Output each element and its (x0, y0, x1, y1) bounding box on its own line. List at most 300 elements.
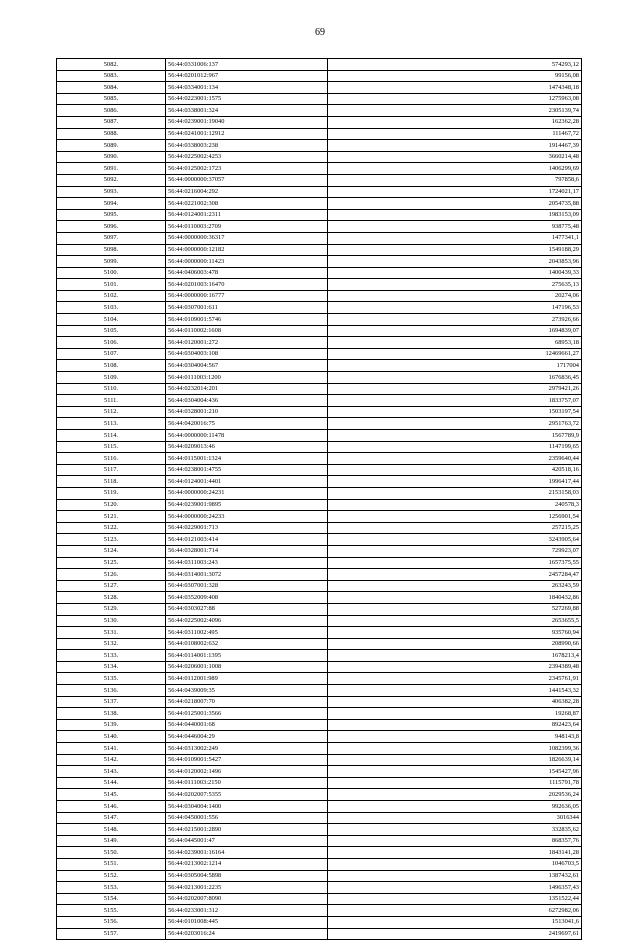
row-number: 5142. (57, 754, 166, 766)
table-row (57, 209, 582, 221)
table-row (57, 615, 582, 627)
cadastral-value: 2979421,26 (328, 383, 582, 395)
cadastral-number: 56:44:0121003:414 (166, 534, 328, 546)
cadastral-number: 56:44:0206001:1008 (166, 661, 328, 673)
table-row (57, 82, 582, 94)
row-number: 5138. (57, 708, 166, 720)
cadastral-number: 56:44:0000000:24233 (166, 511, 328, 523)
cadastral-number: 56:44:0238001:4755 (166, 464, 328, 476)
row-number: 5086. (57, 105, 166, 117)
cadastral-number: 56:44:0115001:1324 (166, 453, 328, 465)
cadastral-value: 1983153,09 (328, 209, 582, 221)
cadastral-value: 3243905,64 (328, 534, 582, 546)
cadastral-number: 56:44:0229001:713 (166, 522, 328, 534)
cadastral-number: 56:44:0124001:2311 (166, 209, 328, 221)
cadastral-value: 938775,48 (328, 221, 582, 233)
cadastral-number: 56:44:0311002:495 (166, 627, 328, 639)
cadastral-number: 56:44:0338001:324 (166, 105, 328, 117)
cadastral-number: 56:44:0338003:238 (166, 140, 328, 152)
row-number: 5089. (57, 140, 166, 152)
cadastral-value: 2029536,24 (328, 789, 582, 801)
table-row (57, 267, 582, 279)
cadastral-value: 797858,6 (328, 174, 582, 186)
row-number: 5148. (57, 824, 166, 836)
cadastral-value: 1496357,43 (328, 882, 582, 894)
table-row (57, 511, 582, 523)
cadastral-number: 56:44:0213002:1214 (166, 858, 328, 870)
row-number: 5108. (57, 360, 166, 372)
cadastral-number: 56:44:0120002:1496 (166, 766, 328, 778)
cadastral-number: 56:44:0101008:445 (166, 916, 328, 928)
cadastral-value: 3016344 (328, 812, 582, 824)
cadastral-value: 1387432,61 (328, 870, 582, 882)
row-number: 5082. (57, 59, 166, 71)
table-row (57, 406, 582, 418)
cadastral-value: 1996417,44 (328, 476, 582, 488)
row-number: 5136. (57, 685, 166, 697)
cadastral-value: 1441543,32 (328, 685, 582, 697)
cadastral-number: 56:44:0311003:243 (166, 557, 328, 569)
row-number: 5129. (57, 603, 166, 615)
cadastral-number: 56:44:0239001:9895 (166, 499, 328, 511)
cadastral-value: 1351522,44 (328, 893, 582, 905)
row-number: 5128. (57, 592, 166, 604)
cadastral-number: 56:44:0223001:1575 (166, 93, 328, 105)
cadastral-number: 56:44:0406003:478 (166, 267, 328, 279)
table-row (57, 221, 582, 233)
row-number: 5141. (57, 743, 166, 755)
cadastral-value: 19268,87 (328, 708, 582, 720)
table-row (57, 383, 582, 395)
row-number: 5097. (57, 232, 166, 244)
table-row (57, 499, 582, 511)
row-number: 5155. (57, 905, 166, 917)
cadastral-number: 56:44:0209013:46 (166, 441, 328, 453)
cadastral-number: 56:44:0305004:5898 (166, 870, 328, 882)
cadastral-value: 992636,05 (328, 801, 582, 813)
table-row (57, 337, 582, 349)
cadastral-number: 56:44:0446004:29 (166, 731, 328, 743)
row-number: 5130. (57, 615, 166, 627)
table-row (57, 812, 582, 824)
table-row (57, 290, 582, 302)
cadastral-value: 240578,3 (328, 499, 582, 511)
table-row (57, 603, 582, 615)
cadastral-number: 56:44:0000000:16777 (166, 290, 328, 302)
row-number: 5100. (57, 267, 166, 279)
cadastral-value: 2054735,88 (328, 198, 582, 210)
table-row (57, 685, 582, 697)
row-number: 5133. (57, 650, 166, 662)
row-number: 5119. (57, 487, 166, 499)
row-number: 5154. (57, 893, 166, 905)
cadastral-number: 56:44:0233001:312 (166, 905, 328, 917)
table-row (57, 186, 582, 198)
table-row (57, 70, 582, 82)
cadastral-value: 1826639,14 (328, 754, 582, 766)
cadastral-value: 3660214,48 (328, 151, 582, 163)
cadastral-value: 99156,08 (328, 70, 582, 82)
table-row (57, 789, 582, 801)
cadastral-value: 2951763,72 (328, 418, 582, 430)
cadastral-value: 2394389,48 (328, 661, 582, 673)
cadastral-value: 1678213,4 (328, 650, 582, 662)
cadastral-number: 56:44:0313002:249 (166, 743, 328, 755)
cadastral-number: 56:44:0450001:556 (166, 812, 328, 824)
table-row (57, 464, 582, 476)
cadastral-number: 56:44:0445001:47 (166, 835, 328, 847)
row-number: 5084. (57, 82, 166, 94)
row-number: 5152. (57, 870, 166, 882)
table-row (57, 766, 582, 778)
cadastral-value: 1676836,45 (328, 372, 582, 384)
cadastral-number: 56:44:0304004:1400 (166, 801, 328, 813)
cadastral-number: 56:44:0202007:8090 (166, 893, 328, 905)
cadastral-value: 935760,94 (328, 627, 582, 639)
row-number: 5134. (57, 661, 166, 673)
cadastral-value: 1545427,96 (328, 766, 582, 778)
table-row (57, 105, 582, 117)
cadastral-number: 56:44:0304004:567 (166, 360, 328, 372)
row-number: 5109. (57, 372, 166, 384)
cadastral-number: 56:44:0307001:611 (166, 302, 328, 314)
cadastral-value: 868357,76 (328, 835, 582, 847)
cadastral-number: 56:44:0000000:36317 (166, 232, 328, 244)
cadastral-number: 56:44:0109001:5427 (166, 754, 328, 766)
cadastral-value: 111467,72 (328, 128, 582, 140)
cadastral-value: 1513041,6 (328, 916, 582, 928)
cadastral-value: 527269,88 (328, 603, 582, 615)
row-number: 5105. (57, 325, 166, 337)
table-row (57, 325, 582, 337)
cadastral-number: 56:44:0110002:1608 (166, 325, 328, 337)
row-number: 5110. (57, 383, 166, 395)
cadastral-number: 56:44:0124001:4401 (166, 476, 328, 488)
cadastral-number: 56:44:0440001:68 (166, 719, 328, 731)
cadastral-number: 56:44:0125002:1723 (166, 163, 328, 175)
cadastral-value: 2457284,47 (328, 569, 582, 581)
cadastral-value: 948143,8 (328, 731, 582, 743)
row-number: 5095. (57, 209, 166, 221)
cadastral-number: 56:44:0420016:75 (166, 418, 328, 430)
table-row (57, 163, 582, 175)
cadastral-value: 574293,12 (328, 59, 582, 71)
row-number: 5157. (57, 928, 166, 940)
row-number: 5085. (57, 93, 166, 105)
cadastral-number: 56:44:0239001:19040 (166, 116, 328, 128)
cadastral-value: 1694839,07 (328, 325, 582, 337)
cadastral-value: 1115791,78 (328, 777, 582, 789)
cadastral-value: 1914467,39 (328, 140, 582, 152)
table-row (57, 847, 582, 859)
table-row (57, 174, 582, 186)
cadastral-value: 1477341,1 (328, 232, 582, 244)
row-number: 5106. (57, 337, 166, 349)
row-number: 5127. (57, 580, 166, 592)
row-number: 5120. (57, 499, 166, 511)
table-row (57, 244, 582, 256)
table-row (57, 476, 582, 488)
cadastral-value: 1275963,08 (328, 93, 582, 105)
table-row (57, 314, 582, 326)
table-row (57, 916, 582, 928)
row-number: 5111. (57, 395, 166, 407)
row-number: 5149. (57, 835, 166, 847)
cadastral-number: 56:44:0000000:12182 (166, 244, 328, 256)
cadastral-value: 2153158,03 (328, 487, 582, 499)
cadastral-value: 1717004 (328, 360, 582, 372)
table-row (57, 418, 582, 430)
cadastral-number: 56:44:0328001:714 (166, 545, 328, 557)
table-row (57, 580, 582, 592)
row-number: 5122. (57, 522, 166, 534)
row-number: 5115. (57, 441, 166, 453)
table-row (57, 801, 582, 813)
table-row (57, 592, 582, 604)
table-row (57, 557, 582, 569)
table-row (57, 59, 582, 71)
table-row (57, 198, 582, 210)
cadastral-value: 1082399,36 (328, 743, 582, 755)
cadastral-value: 2043853,96 (328, 256, 582, 268)
table-row (57, 348, 582, 360)
cadastral-number: 56:44:0000000:11423 (166, 256, 328, 268)
cadastral-value: 1567789,9 (328, 430, 582, 442)
row-number: 5098. (57, 244, 166, 256)
table-body (57, 59, 582, 940)
cadastral-number: 56:44:0108002:632 (166, 638, 328, 650)
row-number: 5083. (57, 70, 166, 82)
table-row (57, 882, 582, 894)
row-number: 5132. (57, 638, 166, 650)
row-number: 5091. (57, 163, 166, 175)
cadastral-value: 406382,28 (328, 696, 582, 708)
row-number: 5116. (57, 453, 166, 465)
table-row (57, 754, 582, 766)
row-number: 5094. (57, 198, 166, 210)
row-number: 5150. (57, 847, 166, 859)
row-number: 5088. (57, 128, 166, 140)
table-row (57, 522, 582, 534)
cadastral-value: 1046703,5 (328, 858, 582, 870)
table-row (57, 279, 582, 291)
table-row (57, 487, 582, 499)
table-row (57, 835, 582, 847)
cadastral-value: 275635,13 (328, 279, 582, 291)
row-number: 5099. (57, 256, 166, 268)
row-number: 5103. (57, 302, 166, 314)
row-number: 5147. (57, 812, 166, 824)
row-number: 5093. (57, 186, 166, 198)
table-row (57, 870, 582, 882)
cadastral-number: 56:44:0314001:3072 (166, 569, 328, 581)
table-row (57, 430, 582, 442)
row-number: 5107. (57, 348, 166, 360)
row-number: 5137. (57, 696, 166, 708)
registry-table (56, 58, 582, 940)
cadastral-value: 20274,06 (328, 290, 582, 302)
cadastral-value: 263243,59 (328, 580, 582, 592)
cadastral-number: 56:44:0215001:2890 (166, 824, 328, 836)
row-number: 5092. (57, 174, 166, 186)
cadastral-value: 2345761,91 (328, 673, 582, 685)
cadastral-value: 1657375,55 (328, 557, 582, 569)
row-number: 5153. (57, 882, 166, 894)
cadastral-number: 56:44:0202007:5355 (166, 789, 328, 801)
table-row (57, 395, 582, 407)
row-number: 5139. (57, 719, 166, 731)
table-row (57, 360, 582, 372)
table-row (57, 650, 582, 662)
cadastral-value: 332835,62 (328, 824, 582, 836)
cadastral-value: 1549188,29 (328, 244, 582, 256)
cadastral-number: 56:44:0213001:2235 (166, 882, 328, 894)
table-row (57, 708, 582, 720)
cadastral-number: 56:44:0000000:11478 (166, 430, 328, 442)
cadastral-number: 56:44:0201003:16470 (166, 279, 328, 291)
cadastral-number: 56:44:0120001:272 (166, 337, 328, 349)
cadastral-value: 147196,53 (328, 302, 582, 314)
cadastral-value: 1256901,54 (328, 511, 582, 523)
table-row (57, 627, 582, 639)
cadastral-number: 56:44:0201012:967 (166, 70, 328, 82)
table-row (57, 824, 582, 836)
cadastral-value: 2653655,5 (328, 615, 582, 627)
row-number: 5113. (57, 418, 166, 430)
row-number: 5151. (57, 858, 166, 870)
cadastral-number: 56:44:0439009:35 (166, 685, 328, 697)
table-row (57, 534, 582, 546)
table-row (57, 719, 582, 731)
table-row (57, 545, 582, 557)
cadastral-number: 56:44:0334001:134 (166, 82, 328, 94)
cadastral-number: 56:44:0125001:3566 (166, 708, 328, 720)
cadastral-value: 6272982,06 (328, 905, 582, 917)
cadastral-number: 56:44:0110003:2709 (166, 221, 328, 233)
table-row (57, 569, 582, 581)
row-number: 5146. (57, 801, 166, 813)
table-row (57, 928, 582, 940)
cadastral-value: 2419697,61 (328, 928, 582, 940)
table-row (57, 638, 582, 650)
row-number: 5123. (57, 534, 166, 546)
table-row (57, 140, 582, 152)
table-row (57, 116, 582, 128)
row-number: 5102. (57, 290, 166, 302)
cadastral-number: 56:44:0109001:5746 (166, 314, 328, 326)
cadastral-value: 892423,64 (328, 719, 582, 731)
table-row (57, 128, 582, 140)
row-number: 5124. (57, 545, 166, 557)
cadastral-value: 2305139,74 (328, 105, 582, 117)
row-number: 5104. (57, 314, 166, 326)
cadastral-number: 56:44:0221002:308 (166, 198, 328, 210)
row-number: 5126. (57, 569, 166, 581)
table-row (57, 302, 582, 314)
row-number: 5156. (57, 916, 166, 928)
row-number: 5090. (57, 151, 166, 163)
cadastral-number: 56:44:0225002:4096 (166, 615, 328, 627)
row-number: 5101. (57, 279, 166, 291)
cadastral-number: 56:44:0114001:1395 (166, 650, 328, 662)
cadastral-number: 56:44:0239001:16164 (166, 847, 328, 859)
cadastral-number: 56:44:0218007:70 (166, 696, 328, 708)
cadastral-value: 1400439,33 (328, 267, 582, 279)
cadastral-value: 1833757,07 (328, 395, 582, 407)
row-number: 5135. (57, 673, 166, 685)
table-row (57, 151, 582, 163)
table-row (57, 858, 582, 870)
row-number: 5117. (57, 464, 166, 476)
page-number: 69 (315, 27, 325, 38)
table-row (57, 777, 582, 789)
cadastral-value: 2359640,44 (328, 453, 582, 465)
cadastral-value: 162362,28 (328, 116, 582, 128)
row-number: 5125. (57, 557, 166, 569)
cadastral-number: 56:44:0307001:328 (166, 580, 328, 592)
cadastral-value: 68953,18 (328, 337, 582, 349)
table-row (57, 232, 582, 244)
cadastral-value: 1474348,18 (328, 82, 582, 94)
cadastral-value: 420518,16 (328, 464, 582, 476)
cadastral-value: 273926,66 (328, 314, 582, 326)
table-row (57, 93, 582, 105)
cadastral-number: 56:44:0000000:24231 (166, 487, 328, 499)
cadastral-value: 729923,07 (328, 545, 582, 557)
cadastral-number: 56:44:0241001:12912 (166, 128, 328, 140)
cadastral-number: 56:44:0328001:210 (166, 406, 328, 418)
row-number: 5140. (57, 731, 166, 743)
cadastral-value: 257215,25 (328, 522, 582, 534)
cadastral-number: 56:44:0203016:24 (166, 928, 328, 940)
cadastral-number: 56:44:0352009:408 (166, 592, 328, 604)
table-row (57, 731, 582, 743)
table-row (57, 441, 582, 453)
row-number: 5096. (57, 221, 166, 233)
cadastral-value: 12469661,27 (328, 348, 582, 360)
row-number: 5112. (57, 406, 166, 418)
table-row (57, 372, 582, 384)
cadastral-number: 56:44:0225002:4253 (166, 151, 328, 163)
table-row (57, 661, 582, 673)
row-number: 5144. (57, 777, 166, 789)
row-number: 5114. (57, 430, 166, 442)
cadastral-value: 1147199,65 (328, 441, 582, 453)
table-row (57, 453, 582, 465)
cadastral-number: 56:44:0304003:108 (166, 348, 328, 360)
cadastral-number: 56:44:0112001:989 (166, 673, 328, 685)
row-number: 5118. (57, 476, 166, 488)
table-row (57, 905, 582, 917)
row-number: 5143. (57, 766, 166, 778)
cadastral-value: 1406299,69 (328, 163, 582, 175)
cadastral-value: 1724021,17 (328, 186, 582, 198)
cadastral-number: 56:44:0303027:88 (166, 603, 328, 615)
cadastral-value: 1840432,86 (328, 592, 582, 604)
table-row (57, 893, 582, 905)
table-row (57, 743, 582, 755)
row-number: 5145. (57, 789, 166, 801)
row-number: 5131. (57, 627, 166, 639)
table-row (57, 673, 582, 685)
cadastral-number: 56:44:0232014:201 (166, 383, 328, 395)
cadastral-number: 56:44:0111003:2150 (166, 777, 328, 789)
cadastral-number: 56:44:0304004:436 (166, 395, 328, 407)
cadastral-number: 56:44:0216004:292 (166, 186, 328, 198)
cadastral-number: 56:44:0331006:137 (166, 59, 328, 71)
row-number: 5121. (57, 511, 166, 523)
cadastral-value: 208990,66 (328, 638, 582, 650)
